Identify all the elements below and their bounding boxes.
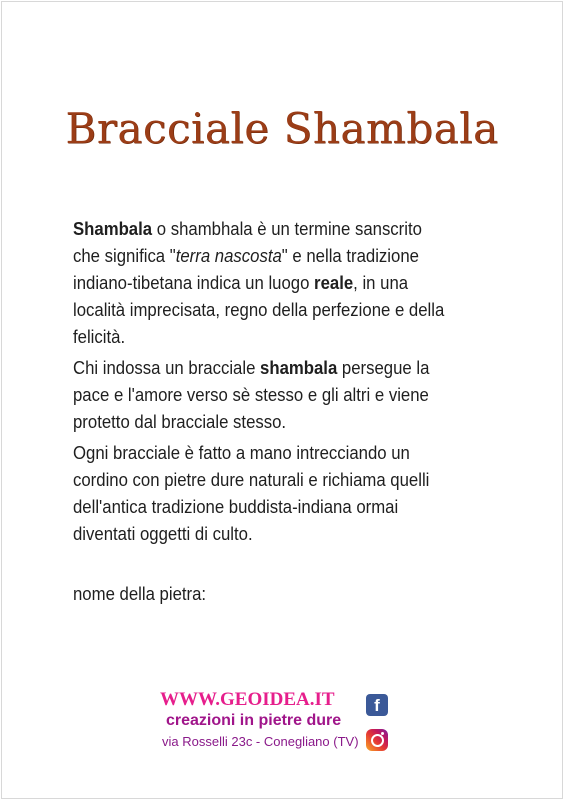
instagram-camera-dot bbox=[381, 732, 384, 735]
emphasis-reale: reale bbox=[314, 273, 354, 293]
address: via Rosselli 23c - Conegliano (TV) bbox=[162, 734, 359, 749]
instagram-icon[interactable] bbox=[366, 729, 388, 751]
paragraph-craft: Ogni bracciale è fatto a mano intrecciando un cordino con pietre dure naturali e richiama quelli dell'antica tradizione buddista-indiana ormai diventati oggetti di culto. bbox=[73, 443, 430, 544]
term-shambala: Shambala bbox=[73, 219, 153, 239]
paragraph-definition bbox=[73, 216, 445, 351]
description-text bbox=[73, 216, 445, 552]
paragraph-meaning bbox=[73, 355, 445, 436]
facebook-icon[interactable]: f bbox=[366, 694, 388, 716]
text-segment: Chi indossa un bracciale bbox=[73, 358, 261, 378]
page-title: Bracciale Shambala bbox=[65, 104, 499, 153]
stone-name-label: nome della pietra: bbox=[73, 584, 207, 604]
website-link[interactable]: WWW.GEOIDEA.IT bbox=[160, 689, 335, 710]
text-segment: o shambhala è un termine sanscrito che significa " bbox=[73, 219, 422, 266]
text-segment: persegue la pace e l'amore verso sè stesso e gli altri e viene protetto dal bracciale stesso. bbox=[73, 358, 430, 432]
text-segment: , in una località imprecisata, regno della perfezione e della felicità. bbox=[73, 273, 445, 347]
text-segment: " e nella tradizione indiano-tibetana indica un luogo bbox=[73, 246, 419, 293]
tagline: creazioni in pietre dure bbox=[166, 712, 342, 729]
instagram-camera-ring bbox=[371, 734, 384, 747]
meaning-text: terra nascosta bbox=[175, 246, 282, 266]
term-shambala-lower: shambala bbox=[260, 358, 338, 378]
